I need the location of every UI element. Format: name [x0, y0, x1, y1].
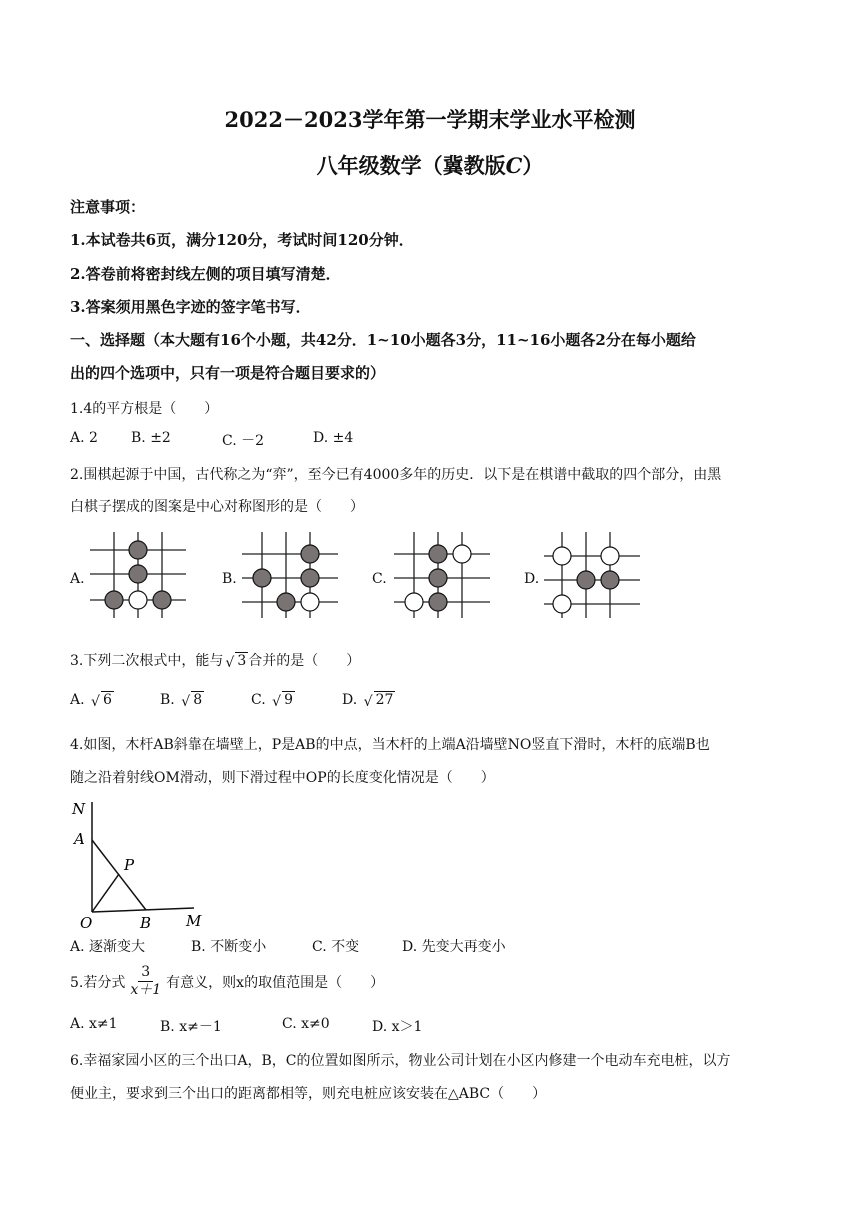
subtitle-suffix: ） — [522, 153, 544, 178]
ground-ray-om — [92, 908, 194, 912]
q1-option-d: D. ±4 — [313, 430, 354, 446]
black-stone — [129, 565, 147, 583]
fraction-numerator: 3 — [138, 964, 153, 982]
white-stone — [129, 591, 147, 609]
q4-figure — [66, 790, 226, 930]
black-stone — [277, 593, 295, 611]
option-label: B. — [160, 692, 175, 708]
black-stone — [429, 593, 447, 611]
notice-item: 3.答案须用黑色字迹的签字笔书写． — [70, 298, 311, 316]
option-label: C. — [251, 692, 266, 708]
q2-stem-line2: 白棋子摆成的图案是中心对称图形的是（ ） — [70, 499, 364, 515]
q5-option-d: D. x＞1 — [372, 1019, 423, 1035]
q5-stem-before: 5.若分式 — [70, 974, 126, 991]
fraction-denominator: x＋1 — [130, 982, 162, 998]
black-stone — [129, 541, 147, 559]
q3-stem-before: 3.下列二次根式中，能与 — [70, 653, 224, 669]
white-stone — [405, 593, 423, 611]
black-stone — [601, 571, 619, 589]
go-board-d — [542, 530, 642, 620]
q5-option-b: B. x≠－1 — [160, 1019, 222, 1035]
q4-option-b: B. 不断变小 — [191, 939, 267, 955]
label-b: B — [140, 914, 152, 930]
q3-radicand: 3 — [237, 653, 247, 669]
section-heading-line2: 出的四个选项中，只有一项是符合题目要求的） — [70, 364, 386, 382]
q4-option-a: A. 逐渐变大 — [70, 939, 146, 955]
label-n: N — [72, 800, 86, 818]
option-label: D. — [342, 692, 358, 708]
white-stone — [301, 593, 319, 611]
q4-stem-line1: 4.如图，木杆AB斜靠在墙壁上，P是AB的中点，当木杆的上端A沿墙壁NO竖直下滑时，木杆的底端B也 — [70, 737, 710, 753]
q1-option-c: C. －2 — [222, 433, 265, 449]
q5-fraction — [127, 964, 164, 999]
q3-option-d: D. √ 27 — [342, 692, 394, 710]
q1-option-a: A. 2 — [70, 430, 98, 446]
q3-option-a: A. √ 6 — [70, 692, 112, 710]
white-stone — [553, 547, 571, 565]
label-a: A — [74, 830, 85, 848]
go-board-a — [88, 530, 188, 620]
q3-radical: √ 3 — [225, 653, 247, 671]
option-radicand: 9 — [284, 692, 294, 708]
subtitle-prefix: 八年级数学（冀教版 — [316, 153, 506, 178]
label-m: M — [186, 912, 202, 930]
q2-label-b: B. — [222, 571, 237, 587]
q3-option-b: B. √ 8 — [160, 692, 203, 710]
q2-label-d: D. — [524, 571, 540, 587]
q5-option-a: A. x≠1 — [70, 1016, 118, 1032]
black-stone — [301, 569, 319, 587]
q4-option-c: C. 不变 — [312, 939, 360, 955]
q1-stem: 1.4的平方根是（ ） — [70, 401, 219, 417]
q6-stem-line2: 便业主，要求到三个出口的距离都相等，则充电桩应该安装在△ABC（ ） — [70, 1086, 547, 1102]
black-stone — [253, 569, 271, 587]
q2-stem-line1: 2.围棋起源于中国，古代称之为“弈”，至今已有4000多年的历史．以下是在棋谱中截取的四个部分，由黑 — [70, 467, 722, 483]
section-heading-line1: 一、选择题（本大题有16个小题，共42分．1~10小题各3分，11~16小题各2分在每小题给 — [70, 331, 696, 349]
q3-stem — [70, 650, 360, 670]
white-stone — [453, 545, 471, 563]
label-o: O — [80, 914, 93, 930]
black-stone — [577, 571, 595, 589]
q2-label-a: A. — [70, 571, 85, 587]
go-board-b — [240, 530, 340, 620]
black-stone — [429, 545, 447, 563]
option-radicand: 8 — [193, 692, 203, 708]
notice-heading: 注意事项： — [70, 198, 146, 216]
page-subtitle — [0, 150, 860, 180]
notice-item: 2.答卷前将密封线左侧的项目填写清楚． — [70, 265, 341, 283]
black-stone — [153, 591, 171, 609]
notice-item: 1.本试卷共6页，满分120分，考试时间120分钟． — [70, 231, 414, 249]
q3-option-c: C. √ 9 — [251, 692, 294, 710]
segment-op — [92, 874, 119, 912]
q5-stem — [70, 964, 384, 999]
q1-option-b: B. ±2 — [131, 430, 171, 446]
page-title: 2022－2023学年第一学期末学业水平检测 — [224, 107, 636, 132]
option-radicand: 6 — [103, 692, 112, 708]
black-stone — [301, 545, 319, 563]
q2-label-c: C. — [372, 571, 387, 587]
black-stone — [429, 569, 447, 587]
q6-stem-line1: 6.幸福家园小区的三个出口A，B，C的位置如图所示，物业公司计划在小区内修建一个电动车充电桩，以方 — [70, 1053, 731, 1069]
q5-stem-after: 有意义，则x的取值范围是（ ） — [166, 974, 385, 991]
q5-option-c: C. x≠0 — [282, 1016, 330, 1032]
q4-stem-line2: 随之沿着射线OM滑动，则下滑过程中OP的长度变化情况是（ ） — [70, 770, 495, 786]
label-p: P — [124, 856, 135, 874]
white-stone — [553, 595, 571, 613]
q3-stem-after: 合并的是（ ） — [248, 653, 361, 669]
q4-option-d: D. 先变大再变小 — [402, 939, 506, 955]
black-stone — [105, 591, 123, 609]
option-radicand: 27 — [375, 692, 394, 708]
option-label: A. — [70, 692, 85, 708]
white-stone — [601, 547, 619, 565]
go-board-c — [392, 530, 492, 620]
subtitle-letter: C — [505, 153, 523, 178]
